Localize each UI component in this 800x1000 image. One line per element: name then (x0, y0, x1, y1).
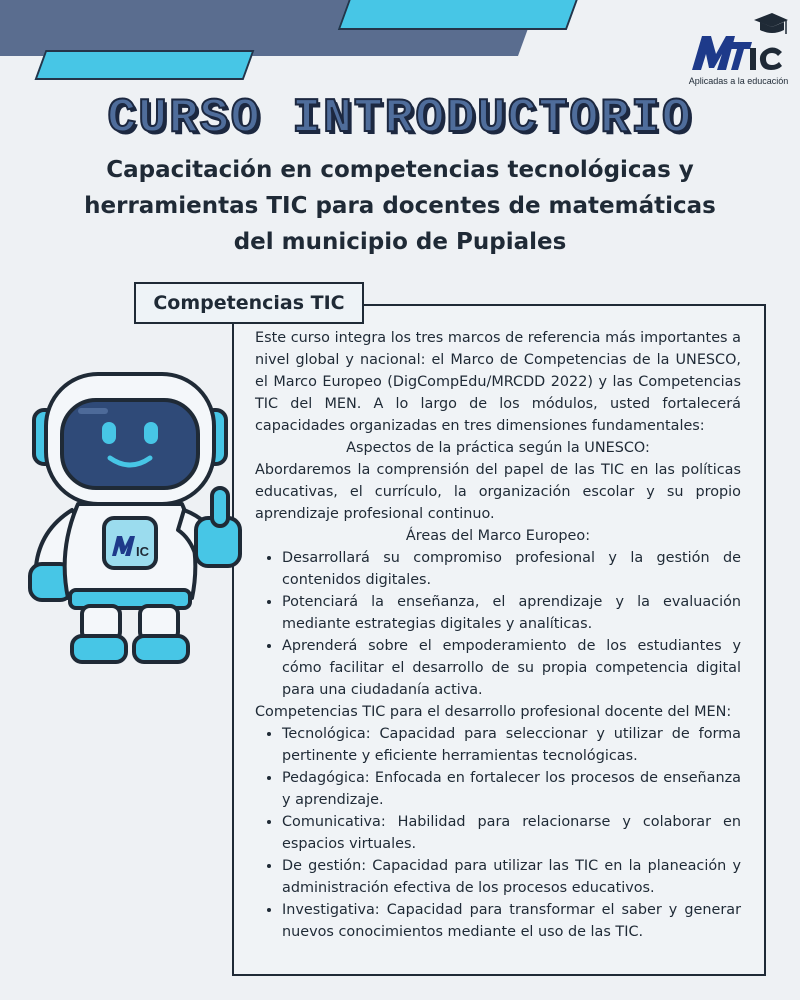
logo-tagline: Aplicadas a la educación (688, 76, 789, 86)
robot-mascot-icon (20, 360, 260, 670)
mtic-logo (686, 10, 791, 90)
content-text (255, 327, 741, 943)
side-banner-light (35, 50, 255, 80)
list-item: • De gestión: Capacidad para utilizar las TIC en la planeación y administración efectiva de los procesos educativos. (282, 855, 741, 899)
list-item: • Desarrollará su compromiso profesional y la gestión de contenidos digitales. (282, 547, 741, 591)
svg-text:IC: IC (136, 544, 149, 559)
page-subtitle: Capacitación en competencias tecnológicas y herramientas TIC para docentes de matemáticas del municipio de Pupiales (84, 157, 716, 255)
unesco-paragraph: Abordaremos la comprensión del papel de las TIC en las políticas educativas, el currículo, la organización escolar y su propio aprendizaje profesional continuo. (255, 462, 741, 522)
list-item: • Investigativa: Capacidad para transformar el saber y generar nuevos conocimientos mediante el uso de las TIC. (282, 899, 741, 943)
list-item: • Pedagógica: Enfocada en fortalecer los procesos de enseñanza y aprendizaje. (282, 767, 741, 811)
section-tab: Competencias TIC (134, 282, 364, 324)
page-title: CURSO INTRODUCTORIO (107, 92, 693, 146)
europe-list (255, 547, 741, 701)
intro-paragraph: Este curso integra los tres marcos de referencia más importantes a nivel global y nacional: el Marco de Competencias de la UNESCO, el Marco Europeo (DigCompEdu/MRCDD 2022) y las Competencias TIC del MEN. A lo largo de los módulos, usted fortalecerá capacidades organizadas en tres dimensiones fundamentales: (255, 330, 741, 434)
mtic-logo-mark (686, 10, 791, 78)
list-item: • Potenciará la enseñanza, el aprendizaje y la evaluación mediante estrategias digitales y analíticas. (282, 591, 741, 635)
list-item: • Aprenderá sobre el empoderamiento de los estudiantes y cómo facilitar el desarrollo de su propia competencia digital para una ciudadanía activa. (282, 635, 741, 701)
unesco-heading: Aspectos de la práctica según la UNESCO: (346, 440, 650, 456)
top-banner-light (338, 0, 582, 30)
list-item: • Tecnológica: Capacidad para seleccionar y utilizar de forma pertinente y eficiente herramientas tecnológicas. (282, 723, 741, 767)
europe-heading: Áreas del Marco Europeo: (405, 528, 591, 544)
men-list (255, 723, 741, 943)
graduation-cap-icon (754, 13, 788, 34)
men-heading: Competencias TIC para el desarrollo profesional docente del MEN: (255, 704, 732, 720)
list-item: • Comunicativa: Habilidad para relacionarse y colaborar en espacios virtuales. (282, 811, 741, 855)
